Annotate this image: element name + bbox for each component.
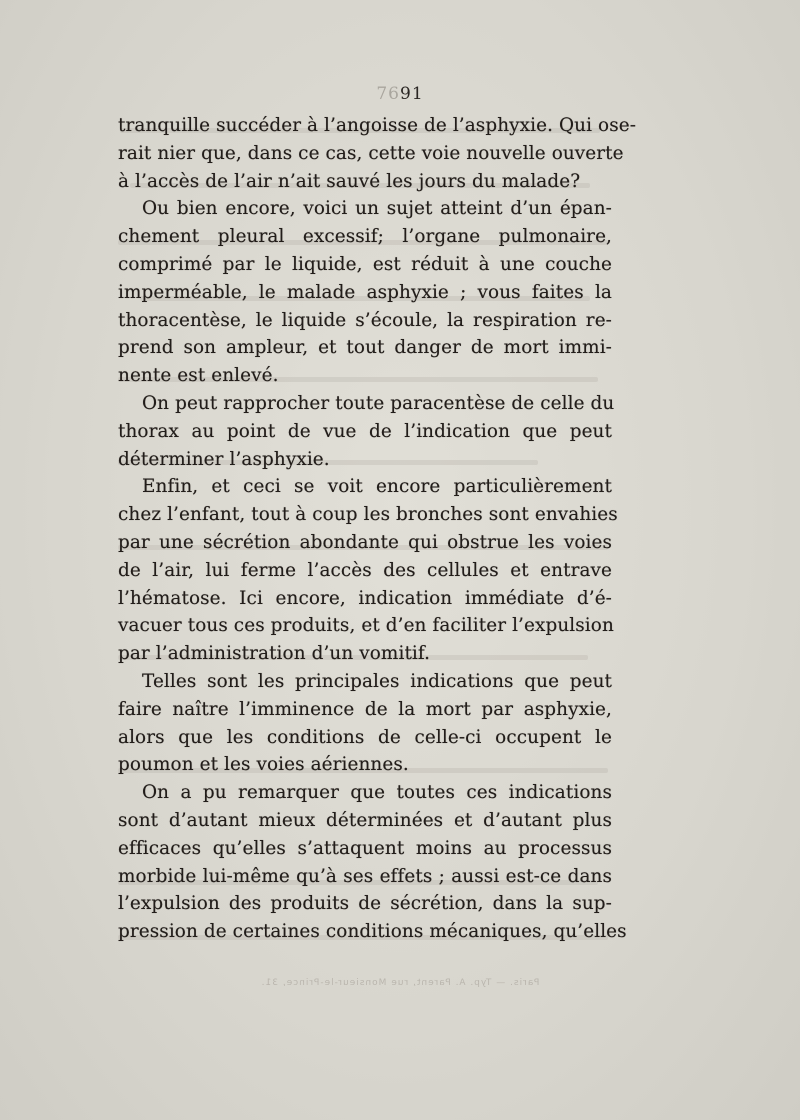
text-line: sont d’autant mieux déterminées et d’autant plus xyxy=(118,809,612,831)
text-line: efficaces qu’elles s’attaquent moins au processus xyxy=(118,837,612,859)
text-line: pression de certaines conditions mécaniques, qu’elles xyxy=(118,921,627,943)
text-line: thorax au point de vue de l’indication que peut xyxy=(118,420,612,442)
text-line: thoracentèse, le liquide s’écoule, la respiration re- xyxy=(118,309,612,331)
text-line: Telles sont les principales indications que peut xyxy=(142,670,612,692)
text-line: imperméable, le malade asphyxie ; vous faites la xyxy=(118,281,612,303)
page-number-value: 91 xyxy=(400,84,424,104)
text-line: à l’accès de l’air n’ait sauvé les jours du malade? xyxy=(118,170,581,192)
text-line: poumon et les voies aériennes. xyxy=(118,754,409,776)
text-line: On peut rapprocher toute paracentèse de celle du xyxy=(142,392,615,414)
footer-show-through: Paris. — Typ. A. Parent, rue Monsieur-le-Prince, 31. xyxy=(260,978,540,988)
text-line: vacuer tous ces produits, et d’en faciliter l’expulsion xyxy=(118,615,614,637)
text-line: l’expulsion des produits de sécrétion, dans la sup- xyxy=(118,893,612,915)
text-line: On a pu remarquer que toutes ces indications xyxy=(142,782,612,804)
text-line: l’hématose. Ici encore, indication immédiate d’é- xyxy=(118,587,612,609)
text-line: de l’air, lui ferme l’accès des cellules et entrave xyxy=(118,559,612,581)
text-line: prend son ampleur, et tout danger de mort immi- xyxy=(118,337,612,359)
text-line: par l’administration d’un vomitif. xyxy=(118,643,431,665)
text-line: rait nier que, dans ce cas, cette voie nouvelle ouverte xyxy=(118,142,624,164)
text-line: comprimé par le liquide, est réduit à une couche xyxy=(118,253,612,275)
text-line: par une sécrétion abondante qui obstrue les voies xyxy=(118,531,612,553)
page-number-ghost: 76 xyxy=(376,84,400,104)
body-text xyxy=(118,112,637,946)
page-number xyxy=(0,84,800,104)
text-line: morbide lui-même qu’à ses effets ; aussi est-ce dans xyxy=(118,865,612,887)
text-line: alors que les conditions de celle-ci occupent le xyxy=(118,726,612,748)
text-line: Ou bien encore, voici un sujet atteint d’un épan- xyxy=(142,198,612,220)
text-line: tranquille succéder à l’angoisse de l’asphyxie. Qui ose- xyxy=(118,115,637,136)
text-line: faire naître l’imminence de la mort par asphyxie, xyxy=(118,698,612,720)
text-line: déterminer l’asphyxie. xyxy=(118,448,330,470)
text-line: chement pleural excessif; l’organe pulmonaire, xyxy=(118,226,612,248)
text-line: nente est enlevé. xyxy=(118,365,279,387)
text-line: Enfin, et ceci se voit encore particulièrement xyxy=(142,476,612,498)
text-line: chez l’enfant, tout à coup les bronches sont envahies xyxy=(118,504,618,526)
